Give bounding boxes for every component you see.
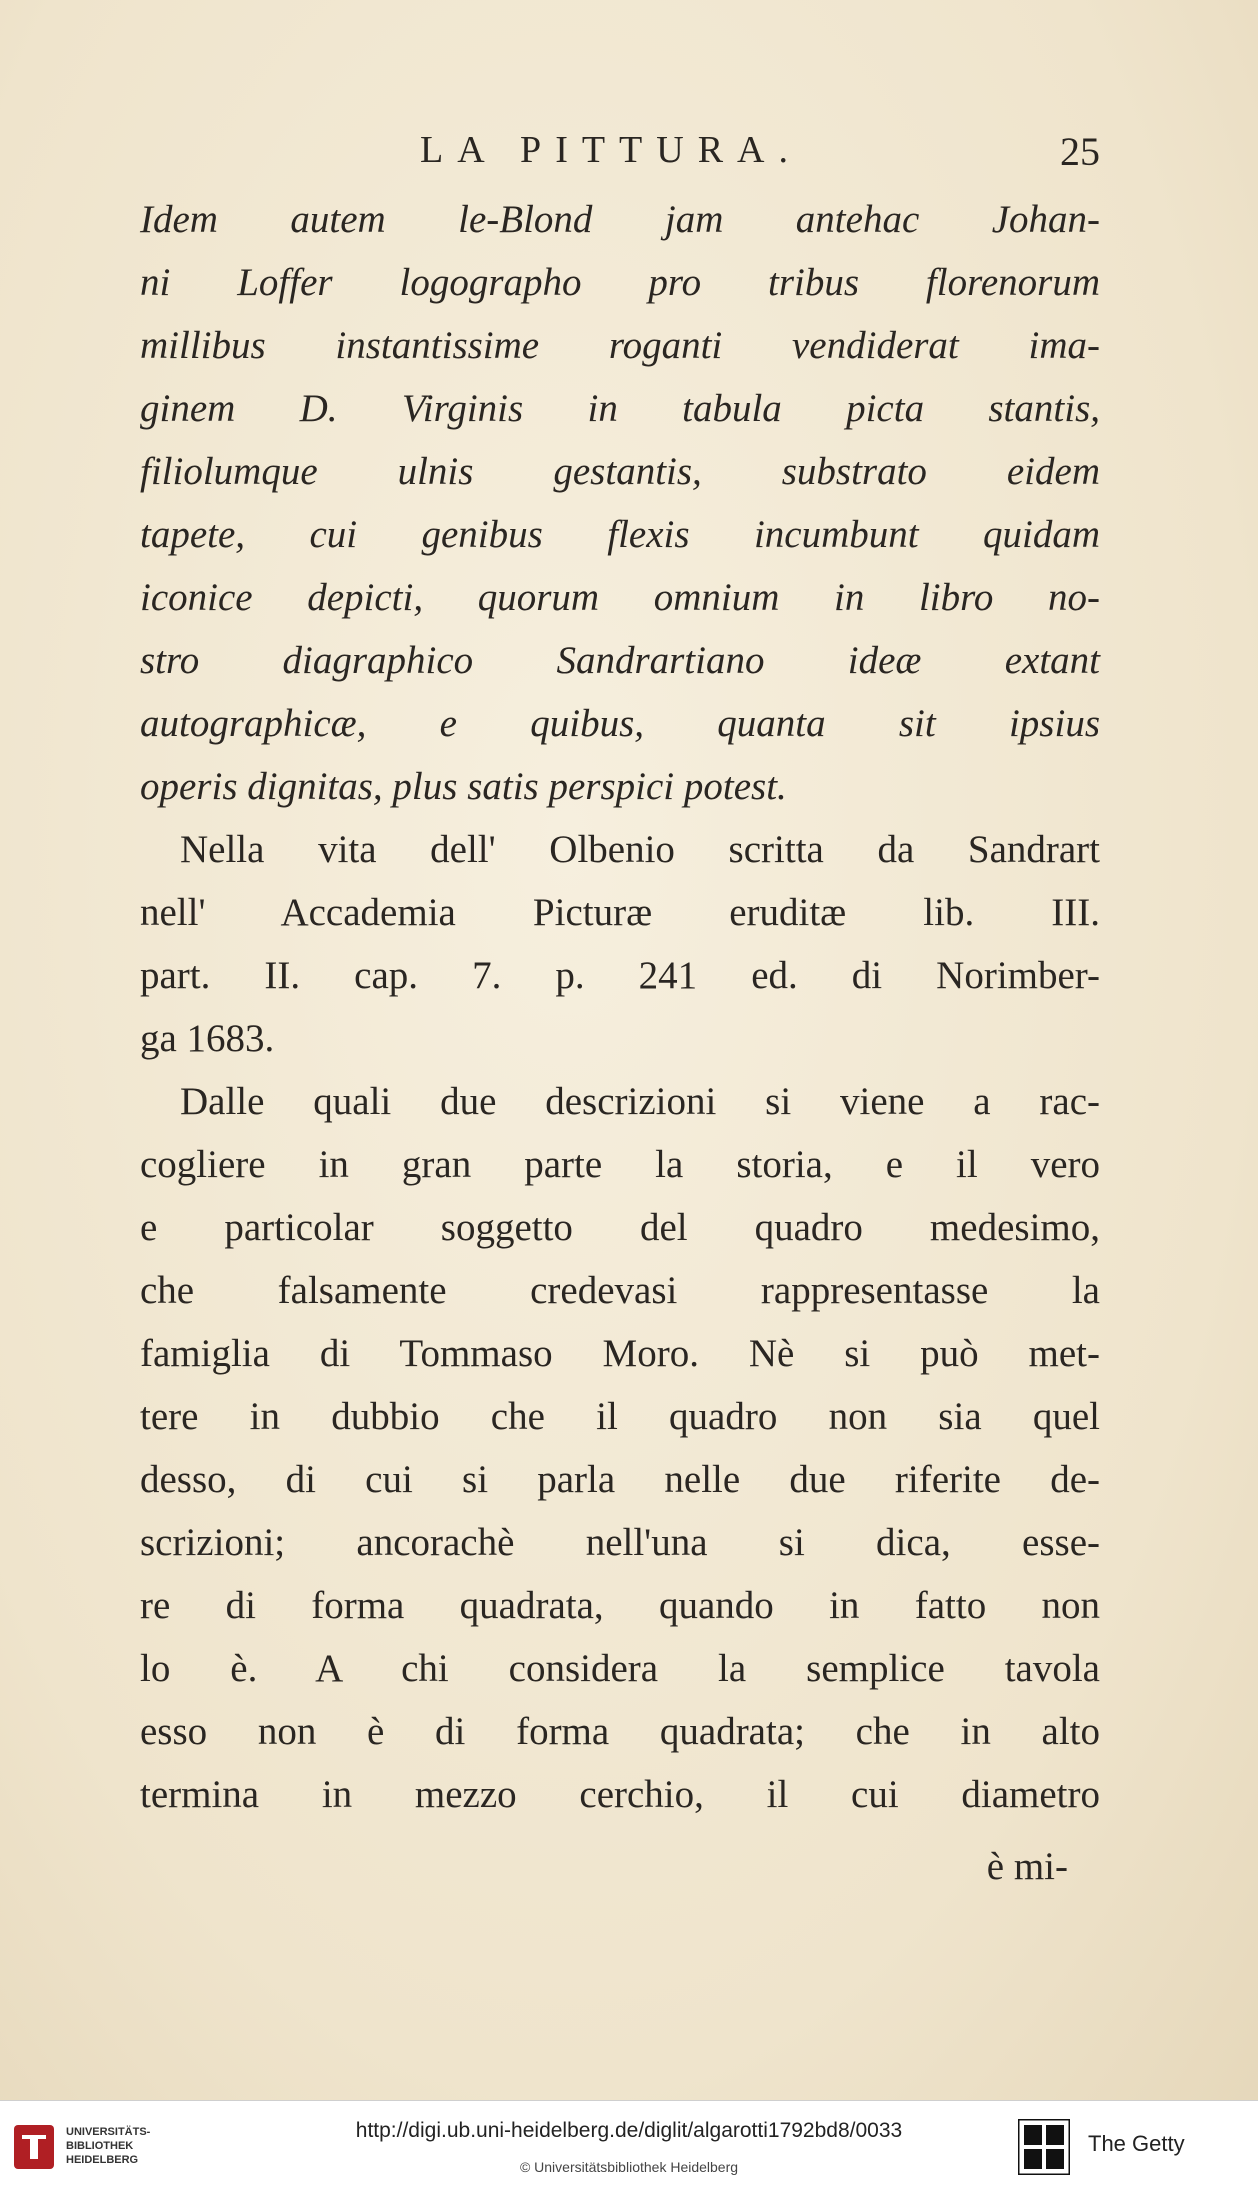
text-line: autographicæ, e quibus, quanta sit ipsius [140, 702, 1100, 745]
text-line: nell' Accademia Picturæ eruditæ lib. III. [140, 891, 1100, 934]
text-line: tere in dubbio che il quadro non sia quel [140, 1395, 1100, 1438]
getty-logo[interactable] [1018, 2119, 1238, 2179]
text-line: Idem autem le-Blond jam antehac Johan- [140, 198, 1100, 241]
text-line: e particolar soggetto del quadro medesimo, [140, 1206, 1100, 1249]
catchword: è mi- [986, 1845, 1068, 1888]
text-line: iconice depicti, quorum omnium in libro no- [140, 576, 1100, 619]
partner-name: The Getty [1088, 2131, 1185, 2156]
body-text [140, 188, 1100, 1826]
text-line: part. II. cap. 7. p. 241 ed. di Norimber- [140, 954, 1100, 997]
text-line: millibus instantissime roganti vendiderat ima- [140, 324, 1100, 367]
copyright-notice: © Universitätsbibliothek Heidelberg [519, 2159, 739, 2175]
library-name-line-2: BIBLIOTHEK [66, 2140, 134, 2152]
text-line: Dalle quali due descrizioni si viene a rac- [180, 1080, 1100, 1123]
library-name-line-1: UNIVERSITÄTS- [66, 2126, 151, 2138]
text-line: lo è. A chi considera la semplice tavola [140, 1647, 1100, 1690]
text-line: ga 1683. [140, 1017, 275, 1060]
getty-mark-icon [1018, 2119, 1070, 2175]
footer-bar [0, 2100, 1258, 2194]
text-line: Nella vita dell' Olbenio scritta da Sandrart [180, 828, 1100, 871]
text-line: desso, di cui si parla nelle due riferite de- [140, 1458, 1100, 1501]
text-line: re di forma quadrata, quando in fatto non [140, 1584, 1100, 1627]
running-head [140, 128, 1100, 188]
text-line: termina in mezzo cerchio, il cui diametro [140, 1773, 1100, 1816]
permalink-url[interactable]: http://digi.ub.uni-heidelberg.de/diglit/algarotti1792bd8/0033 [355, 2119, 903, 2142]
text-line: scrizioni; ancorachè nell'una si dica, esse- [140, 1521, 1100, 1564]
text-line: che falsamente credevasi rappresentasse la [140, 1269, 1100, 1312]
running-title: LA PITTURA. [420, 129, 802, 171]
text-line: operis dignitas, plus satis perspici potest. [140, 765, 787, 808]
text-line: esso non è di forma quadrata; che in alto [140, 1710, 1100, 1753]
text-line: cogliere in gran parte la storia, e il vero [140, 1143, 1100, 1186]
library-name-line-3: HEIDELBERG [66, 2154, 139, 2166]
text-line: famiglia di Tommaso Moro. Nè si può met- [140, 1332, 1100, 1375]
text-line: filiolumque ulnis gestantis, substrato eidem [140, 450, 1100, 493]
text-line: ginem D. Virginis in tabula picta stantis, [140, 387, 1100, 430]
page-number: 25 [1060, 129, 1100, 174]
text-line: ni Loffer logographo pro tribus florenorum [140, 261, 1100, 304]
text-line: tapete, cui genibus flexis incumbunt quidam [140, 513, 1100, 556]
text-line: stro diagraphico Sandrartiano ideæ extant [140, 639, 1100, 682]
